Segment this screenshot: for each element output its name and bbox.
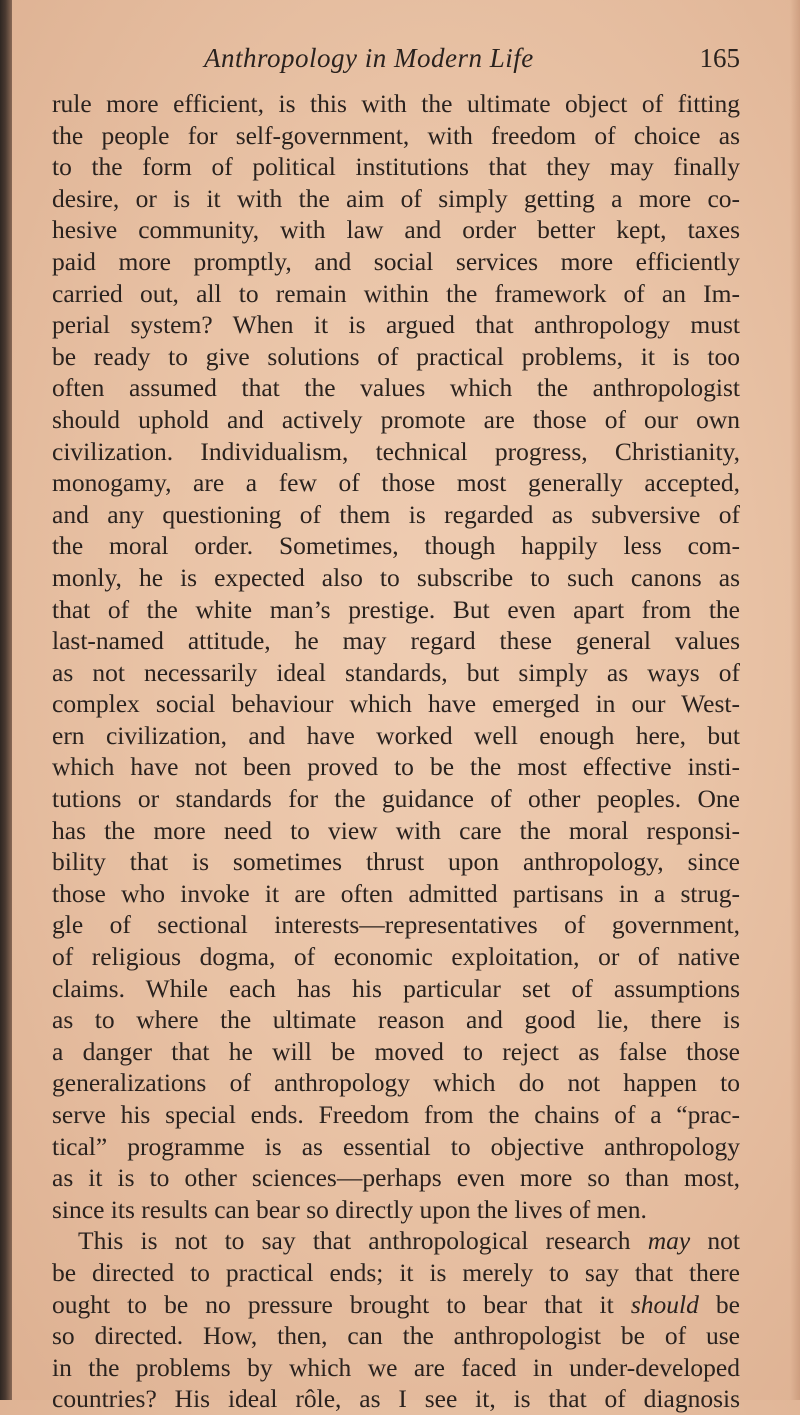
page-number: 165	[699, 43, 740, 73]
text-line: as not necessarily ideal standards, but simply as ways of	[52, 657, 740, 687]
text-run: not	[690, 1226, 740, 1256]
text-line: should uphold and actively promote are those of our own	[52, 404, 740, 434]
book-spine-edge	[0, 0, 12, 1400]
text-line: desire, or is it with the aim of simply getting a more co-	[52, 183, 740, 213]
text-line: as it is to other sciences—perhaps even more so than most,	[52, 1163, 740, 1193]
text-line: claims. While each has his particular set of assumptions	[52, 973, 740, 1003]
text-line: since its results can bear so directly upon the lives of men.	[52, 1194, 647, 1224]
text-line: the people for self-government, with freedom of choice as	[52, 120, 740, 150]
text-run: ought to be no pressure brought to bear that it	[52, 1289, 631, 1319]
text-line: of religious dogma, of economic exploitation, or of native	[52, 942, 740, 972]
text-line: a danger that he will be moved to reject as false those	[52, 1036, 740, 1066]
text-line: paid more promptly, and social services more efficiently	[52, 246, 740, 276]
text-line: gle of sectional interests—representatives of government,	[52, 910, 740, 940]
text-line: rule more efficient, is this with the ultimate object of fitting	[52, 89, 740, 118]
text-line: monogamy, are a few of those most generally accepted,	[52, 468, 740, 498]
text-line: complex social behaviour which have emerged in our West-	[52, 689, 740, 719]
text-line: in the problems by which we are faced in under-developed	[52, 1352, 740, 1382]
text-line	[52, 1289, 740, 1321]
paragraph-start-line	[52, 1225, 740, 1257]
text-run: be	[698, 1289, 740, 1319]
text-run: This is not to say that anthropological research	[78, 1226, 648, 1256]
text-line: so directed. How, then, can the anthropologist be of use	[52, 1321, 740, 1351]
text-line: has the more need to view with care the moral responsi-	[52, 815, 740, 845]
text-line: to the form of political institutions that they may finally	[52, 152, 740, 182]
text-line: tutions or standards for the guidance of other peoples. One	[52, 784, 740, 814]
text-line: generalizations of anthropology which do not happen to	[52, 1068, 740, 1098]
text-line: be directed to practical ends; it is merely to say that there	[52, 1257, 740, 1287]
text-line: often assumed that the values which the anthropologist	[52, 373, 740, 403]
text-line: ern civilization, and have worked well enough here, but	[52, 720, 740, 750]
text-line: monly, he is expected also to subscribe to such canons as	[52, 562, 740, 592]
text-line: carried out, all to remain within the framework of an Im-	[52, 278, 740, 308]
running-head	[52, 38, 740, 78]
text-line: civilization. Individualism, technical progress, Christianity,	[52, 436, 740, 466]
text-line: perial system? When it is argued that anthropology must	[52, 310, 740, 340]
text-line: tical” programme is as essential to objective anthropology	[52, 1131, 740, 1161]
text-line: last-named attitude, he may regard these general values	[52, 626, 740, 656]
text-line: and any questioning of them is regarded as subversive of	[52, 499, 740, 529]
text-line: the moral order. Sometimes, though happily less com-	[52, 531, 740, 561]
text-line: countries? His ideal rôle, as I see it, is that of diagnosis	[52, 1384, 740, 1414]
text-line: be ready to give solutions of practical problems, it is too	[52, 341, 740, 371]
text-line: as to where the ultimate reason and good lie, there is	[52, 1005, 740, 1035]
text-line: bility that is sometimes thrust upon anthropology, since	[52, 847, 740, 877]
italic-emphasis: should	[630, 1289, 699, 1319]
text-line: serve his special ends. Freedom from the chains of a “prac-	[52, 1100, 740, 1129]
text-line: those who invoke it are often admitted partisans in a strug-	[52, 878, 740, 908]
text-line: that of the white man’s prestige. But even apart from the	[52, 594, 740, 624]
italic-emphasis: may	[647, 1226, 691, 1256]
text-line: which have not been proved to be the most effective insti-	[52, 752, 740, 782]
page-edge-shadow	[790, 0, 800, 1400]
text-line: hesive community, with law and order better kept, taxes	[52, 215, 740, 245]
running-title: Anthropology in Modern Life	[204, 43, 534, 73]
body-text	[52, 88, 740, 1415]
